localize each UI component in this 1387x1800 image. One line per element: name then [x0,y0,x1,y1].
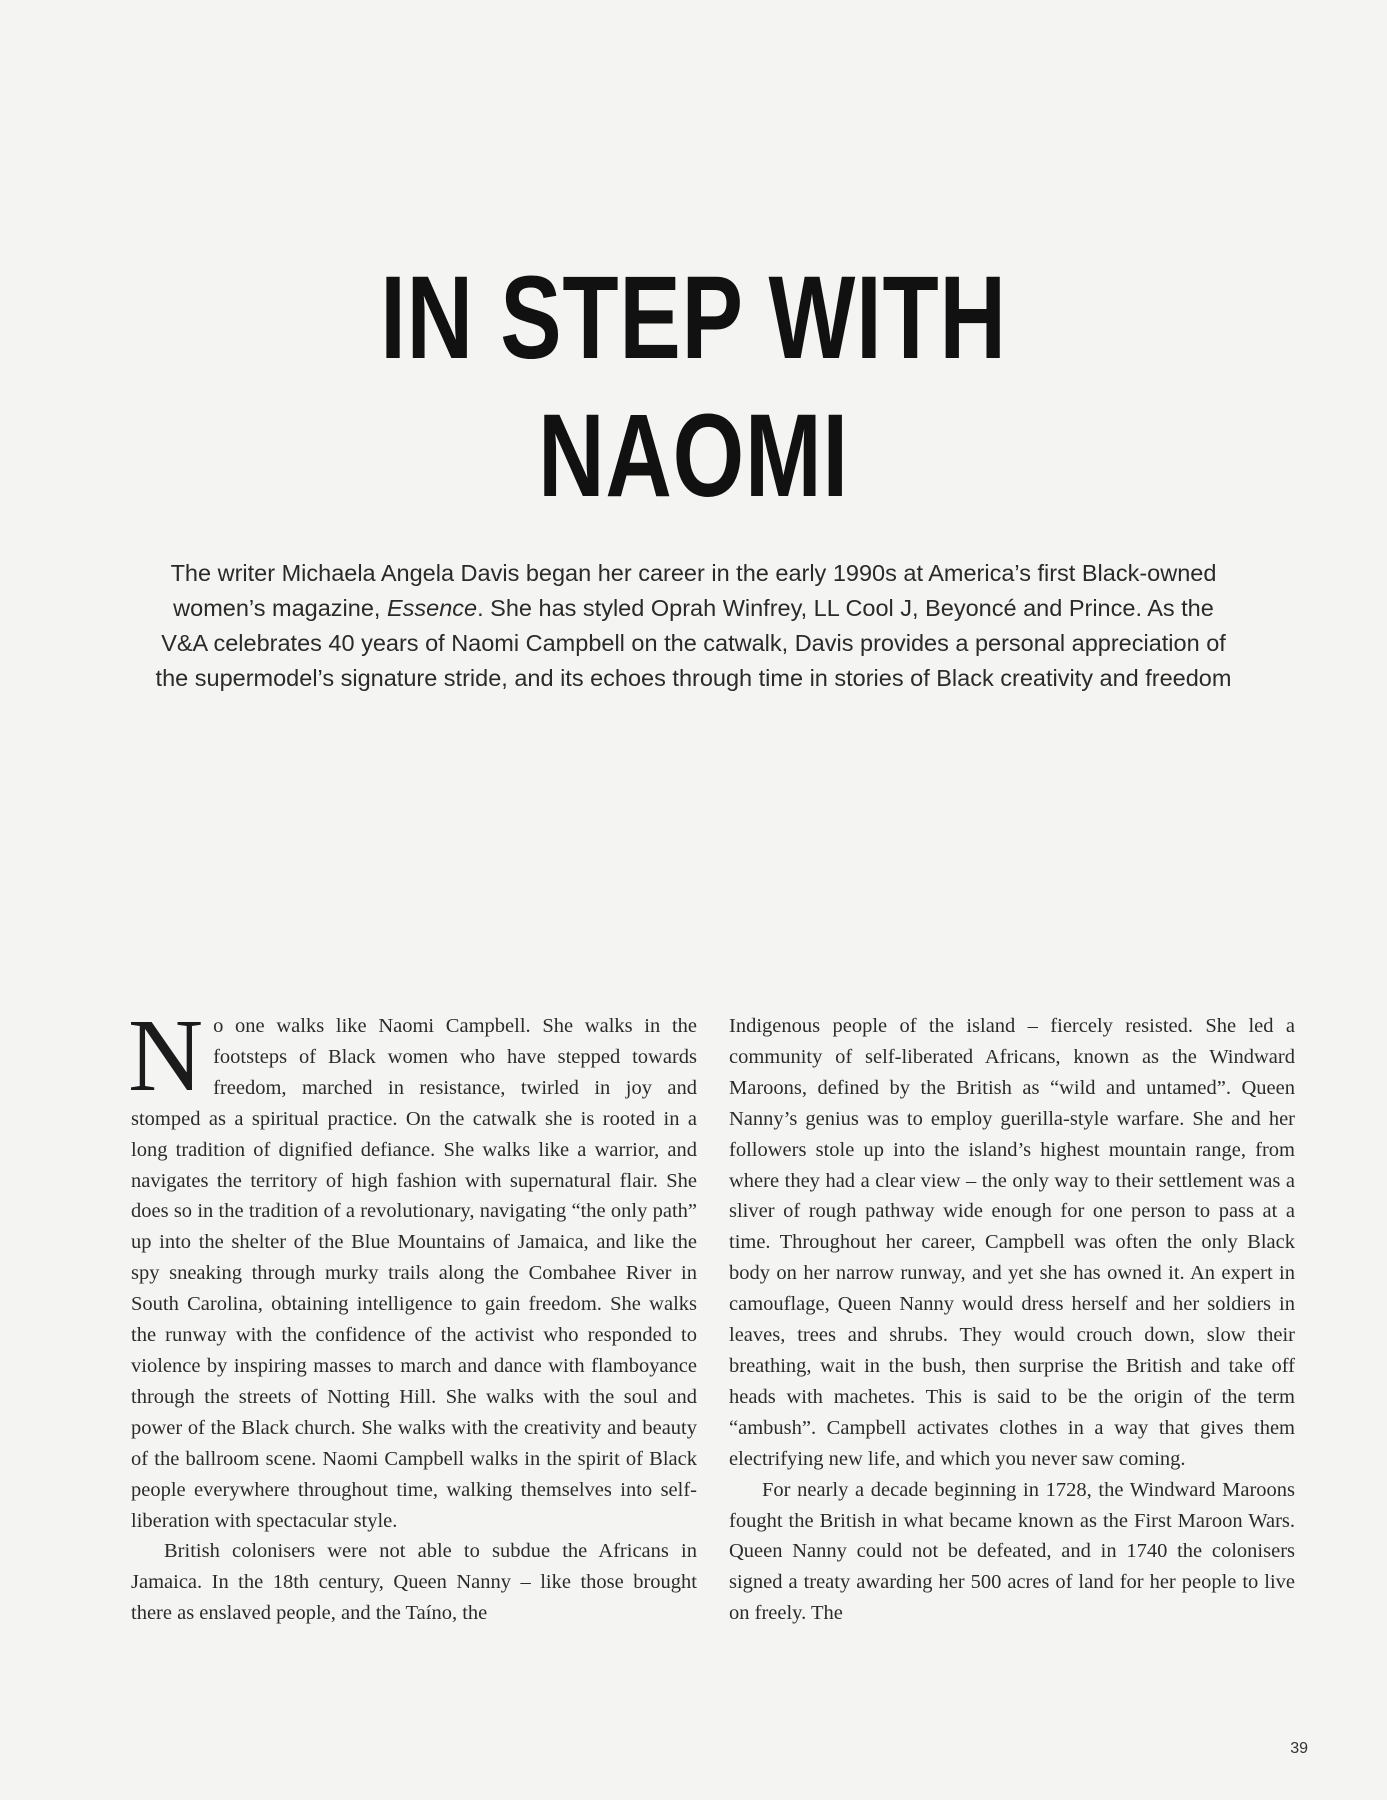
standfirst [155,556,1232,696]
drop-cap: N [128,998,204,1113]
standfirst-magazine-title: Essence [386,595,478,621]
headline-line-2: NAOMI [538,390,849,523]
body-paragraph-1-text: o one walks like Naomi Campbell. She walks in the footsteps of Black women who have stepped towards freedom, marched in resistance, twirled in joy and stomped as a spiritual practice. On the catwalk she is rooted in a long tradition of dignified defiance. She walks like a warrior, and navigates the territory of high fashion with supernatural flair. She does so in the tradition of a revolutionary, navigating “the only path” up into the shelter of the Blue Mountains of Jamaica, and like the spy sneaking through murky trails along the Combahee River in South Carolina, obtaining intelligence to gain freedom. She walks the runway with the confidence of the activist who responded to violence by inspiring masses to march and dance with flamboyance through the streets of Notting Hill. She walks with the soul and power of the Black church. She walks with the creativity and beauty of the ballroom scene. Naomi Campbell walks in the spirit of Black people everywhere throughout time, walking themselves into self-liberation with spectacular style. [131,1015,697,1532]
body-column-left [128,998,697,1629]
standfirst-text-1: The writer Michaela Angela Davis began her career in the early 1990s at America’s first Black-owned women’s magazine, [170,560,1217,621]
body-paragraph-2-start: British colonisers were not able to subdue the Africans in Jamaica. In the 18th century, Queen Nanny – like those brought there as enslaved people, and the Taíno, the [131,1540,697,1625]
body-paragraph-1 [128,998,697,1536]
standfirst-text-2: . She has styled Oprah Winfrey, LL Cool J, Beyoncé and Prince. As the V&A celebrates 40 years of Naomi Campbell on the catwalk, Davis provides a personal appreciation of the supermodel’s signature stride, and its echoes through time in stories of Black creativity and freedom [155,595,1232,691]
body-paragraph-2-continued: Indigenous people of the island – fiercely resisted. She led a community of self-liberated Africans, known as the Windward Maroons, defined by the British as “wild and untamed”. Queen Nanny’s genius was to employ guerilla-style warfare. She and her followers stole up into the island’s highest mountain range, from where they had a clear view – the only way to their settlement was a sliver of rough pathway wide enough for one person to pass at a time. Throughout her career, Campbell was often the only Black body on her narrow runway, and yet she has owned it. An expert in camouflage, Queen Nanny would dress herself and her soldiers in leaves, trees and shrubs. They would crouch down, slow their breathing, wait in the bush, then surprise the British and take off heads with machetes. This is said to be the origin of the term “ambush”. Campbell activates clothes in a way that gives them electrifying new life, and which you never saw coming. [729,1015,1295,1470]
headline-line-1: IN STEP WITH [380,252,1007,385]
page-number: 39 [1290,1740,1308,1757]
body-paragraph-3: For nearly a decade beginning in 1728, the Windward Maroons fought the British in what became known as the First Maroon Wars. Queen Nanny could not be defeated, and in 1740 the colonisers signed a treaty awarding her 500 acres of land for her people to live on freely. The [729,1478,1295,1625]
body-column-right [729,1011,1295,1629]
